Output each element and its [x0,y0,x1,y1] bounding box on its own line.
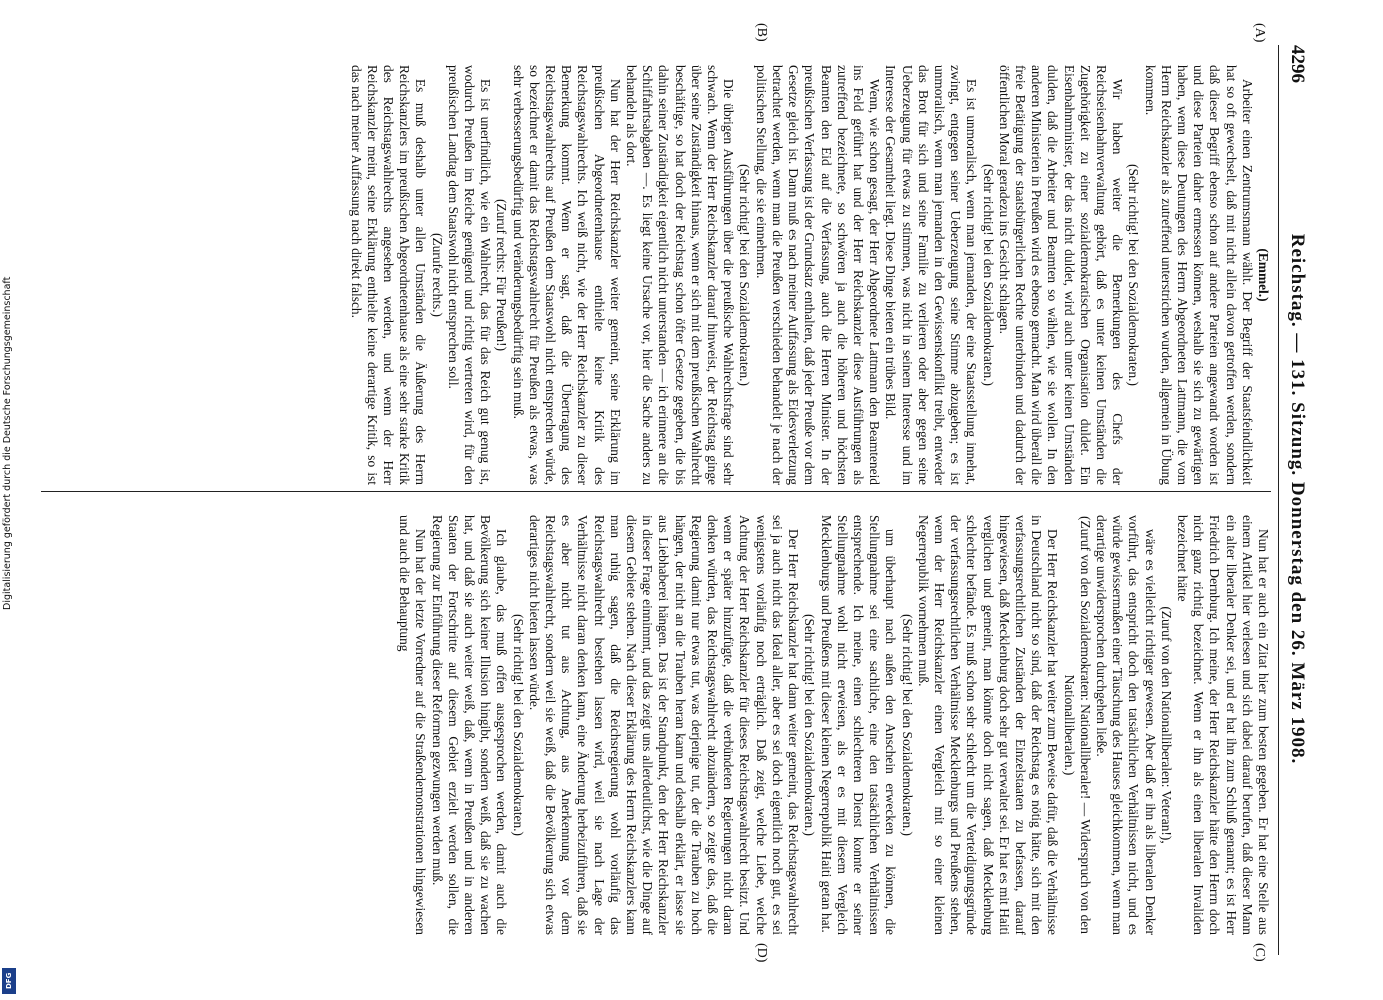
dfg-logo: DFG [2,968,16,994]
margin-marker-b: (B) [753,23,769,42]
paragraph: Wenn, wie schon gesagt, der Herr Abgeordnete Lattmann den Beamteneid ins Feld geführt hat und der Herr Reichskanzler diese Ausführungen als zutreffend bezeichnete, so schwören ja auch die höheren und höchsten Beamten den Eid auf die Verfassung, auch die Herren Minister. In der preußischen Verfassung ist der Grundsatz enthalten, daß jeder Preuße vor dem Gesetze gleich ist. Dann muß es nach meiner Auffassung als Eidesverletzung betrachtet werden, wenn man die Preußen verschieden behandelt je nach der politischen Stellung, die sie einnehmen. [753,65,882,485]
interjection: (Zuruf von den Nationalliberalen: Veteran!), [1158,606,1174,844]
paragraph: Wir haben weiter die Bemerkungen des Chefs der Reichseisenbahnverwaltung gehört, daß es unter keinen Umständen die Zugehörigkeit zu einer sozialdemokratischen Organisation duldet. Ein Eisenbahnminister, der das nicht duldet, wird auch unter keinen Umständen dulden, daß die Arbeiter und Beamten so wählen, wie sie wollen. In den anderen Ministerien in Preußen wird es ebenso gemacht. Man wird überall die freie Betätigung der staatsbürgerlichen Rechte unterbinden und dadurch der öffentlichen Moral geradezu ins Gesicht schlagen. [996,65,1125,485]
page-header [1279,45,1315,955]
interjection: (Zuruf rechts: Für Preußen!) [493,198,509,352]
paragraph: Der Herr Reichskanzler hat weiter zum Beweise dafür, daß die Verhältnisse in Deutschland nicht so sind, daß der Reichstag es nötig hätte, sich mit den verfassungsrechtlichen Zuständen der Einzelstaaten zu befassen, darauf hingewiesen, daß Mecklenburg doch sehr gut verwaltet sei. Er hat es mit Haiti verglichen und gemeint, man könnte doch nicht sagen, daß Mecklenburg schlechter befände. Es muß schon sehr schlecht um die Verteidigungsgründe der verfassungsrechtlichen Verhältnisse Mecklenburgs und Preußens stehen, wenn der Herr Reichskanzler einen Vergleich mit so einer kleinen Negerrepublik vornehmen muß. [915,515,1060,935]
paragraph: um überhaupt nach außen den Anschein erwecken zu können, die Stellungnahme sei eine sachliche, eine den tatsächlichen Verhältnissen entsprechende. Ich meine, einen schlechteren Dienst konnte er seiner Stellungnahme wohl nicht erweisen, als er es mit diesem Vergleich Mecklenburgs und Preußens mit dieser kleinen Negerrepublik Haiti getan hat. [818,515,898,935]
interjection: (Sehr richtig! bei den Sozialdemokraten.) [801,614,817,836]
interjection: (Zuruf von den Sozialdemokraten: Nationalliberaler! — Widerspruch von den Nationalliberalen.) [1061,516,1093,934]
paragraph: wäre es vielleicht richtiger gewesen. Aber daß er ihn als liberalen Denker vorführt, das entspricht doch den tatsächlichen Verhältnissen nicht, und es würde gewissermaßen einer Täuschung des Hauses gleichkommen, wenn man derartige unwidersprochen durchgehen ließe. [1093,515,1158,935]
interjection: (Sehr richtig! bei den Sozialdemokraten.) [899,614,915,836]
paragraph: Ich glaube, das muß offen ausgesprochen werden, damit auch die Bevölkerung sich keiner Illusion hingibt, sondern weiß, daß sie zu wachen hat, und daß sie auch weiter weiß, daß, wenn in Preußen und in anderen Staaten der Fortschritte auf diesem Gebiet erzielt werden sollen, die Regierung zur Einführung dieser Reformen gezwungen werden muß. [429,515,509,935]
digitization-credit: Digitalisierung gefördert durch die Deutsche Forschungsgemeinschaft [2,276,13,610]
margin-marker-a: (A) [1251,23,1267,43]
page-title: Reichstag. — 131. Sitzung. Donnerstag den 26. März 1908. [1286,233,1308,765]
interjection: (Sehr richtig! bei den Sozialdemokraten.) [1125,164,1141,386]
interjection: (Zurufe rechts.) [429,232,445,318]
header-rule [1278,45,1279,955]
paragraph: Es ist unmoralisch, wenn man jemanden, der eine Staatsstellung innehat, zwingt, entgegen seiner Ueberzeugung seine Stimme abzugeben; es ist unmoralisch, wenn man jemanden in den Gewissenskonflikt treibt, entweder das Brot für sich und seine Familie zu verlieren oder aber gegen seine Ueberzeugung für etwas zu stimmen, was nicht in seinem Interesse und im Interesse der Gesamtheit liegt. Diese Dinge bieten ein trübes Bild. [882,65,979,485]
interjection: (Sehr richtig! bei den Sozialdemokraten.) [737,164,752,386]
paragraph: Die übrigen Ausführungen über die preußische Wahlrechtsfrage sind sehr schwach. Wenn der Herr Reichskanzler darauf hinweist, der Reichstag ginge über seine Zuständigkeit hinaus, wenn er sich mit dem preußischen Wahlrecht beschäftige, so hat doch der Reichstag schon öfter Gesetze gegeben, die bis dahin seiner Zuständigkeit eigentlich nicht unterstanden — ich erinnere an die Schiffahrtsabgaben —. Es liegt keine Ursache vor, hier die Sache anders zu behandeln als dort. [623,65,736,485]
margin-marker-c: (C) [1251,943,1267,962]
paragraph: Der Herr Reichskanzler hat dann weiter gemeint, das Reichstagswahlrecht sei ja auch nicht das Ideal aller, aber es sei doch eigentlich noch gut, es sei wenigstens vorläufig noch erträglich. Daß zeigt, welche Liebe, welche Achtung der Herr Reichskanzler für dieses Reichstagswahlrecht besitzt. Und wenn er später hinzufügte, daß die verbündeten Regierungen nicht daran denken würden, das Reichstagswahlrecht abzuändern, so zeigte das, daß die Regierung damit nur etwas tut, was derjenige tut, der die Trauben zu hoch hängen, der nicht an die Trauben heran kann und deshalb erklärt, er lasse sie aus Liebhaberei hängen. Das ist der Standpunkt, den der Herr Reichskanzler in dieser Frage einnimmt, und das zeigt uns allerdeutlichst, wie die Dinge auf diesem Gebiete stehen. Nach dieser Erklärung des Herrn Reichskanzlers kann man ruhig sagen, daß die Reichsregierung wohl vorläufig das Reichstagswahlrecht bestehen lassen wird, weil sie nach Lage der Verhältnisse nicht daran denken kann, eine Änderung herbeizuführen, daß sie es aber nicht tut aus Achtung, aus Anerkennung vor dem Reichstagswahlrecht, sondern weil sie weiß, daß die Bevölkerung sich etwas derartiges nicht bieten lassen würde. [526,515,801,935]
paragraph: Es muß deshalb unter allen Umständen die Äußerung des Herrn Reichskanzlers im preußischen Abgeordnetenhause als eine sehr starke Kritik des Reichstagswahlrechts angesehen werden, und wenn der Herr Reichskanzler meint, seine Erklärung enthielte keine derartige Kritik, so ist das nach meiner Auffassung nach direkt falsch. [348,65,428,485]
left-column [39,65,1271,485]
speaker-name: (Emmel.) [1255,248,1271,302]
page-number: 4296 [1286,45,1308,83]
paragraph: Nun hat er auch ein Zitat hier zum besten gegeben. Er hat eine Stelle aus einem Artikel hier verlesen und sich dabei darauf berufen, daß dieser Mann ein alter liberaler Denker sei, und er hat ihn zum Schluß genannt; es ist Herr Friedrich Dernburg. Ich meine, der Herr Reichskanzler hätte den Herrn doch nicht ganz richtig bezeichnet. Wenn er ihn als einen liberalen Invaliden bezeichnet hätte [1174,515,1271,935]
paragraph: Es ist unerfindlich, wie ein Wahlrecht, das für das Reich gut genug ist, wodurch Preußen im Reiche genügend und richtig vertreten wird, für den preußischen Landtag dem Staatswohl nicht entsprechen soll. [445,65,493,485]
paragraph: Nun hat der Herr Reichskanzler weiter gemeint, seine Erklärung im preußischen Abgeordnetenhause enthielte keine Kritik des Reichstagswahlrechts. Ich weiß nicht, wie der Herr Reichskanzler zu dieser Bemerkung kommt. Wenn er sagt, daß die Übertragung des Reichstagswahlrechts auf Preußen dem Staatswohl nicht entsprechen würde, so bezeichnet er damit das Reichstagswahlrecht für Preußen als etwas, was sehr verbesserungsbedürftig und veränderungsbedürftig sein muß. [510,65,623,485]
margin-marker-d: (D) [753,943,769,963]
document-page [19,5,1329,995]
interjection: (Sehr richtig! bei den Sozialdemokraten.) [510,614,526,836]
interjection: (Sehr richtig! bei den Sozialdemokraten.) [980,164,996,386]
paragraph: Nun hat der letzte Vorredner auf die Straßendemonstrationen hingewiesen und auch die Behauptung [396,515,428,935]
paragraph: Arbeiter einen Zentrumsmann wählt. Der Begriff der Staatsfeindlichkeit hat so oft gewechselt, daß mit nicht allein davon getroffen werden, sondern daß dieser Begriff ebenso schon auf andere Parteien angewandt worden ist und diese Parteien daher ermessen können, weshalb sie sich zu gewärtigen haben, wenn diese Deutungen des Herrn Abgeordneten Lattmann, die vom Herrn Reichskanzler als zutreffend unterstrichen wurden, allgemein in Übung kommen. [1142,65,1255,485]
column-divider [41,491,1271,492]
right-column [39,515,1271,935]
